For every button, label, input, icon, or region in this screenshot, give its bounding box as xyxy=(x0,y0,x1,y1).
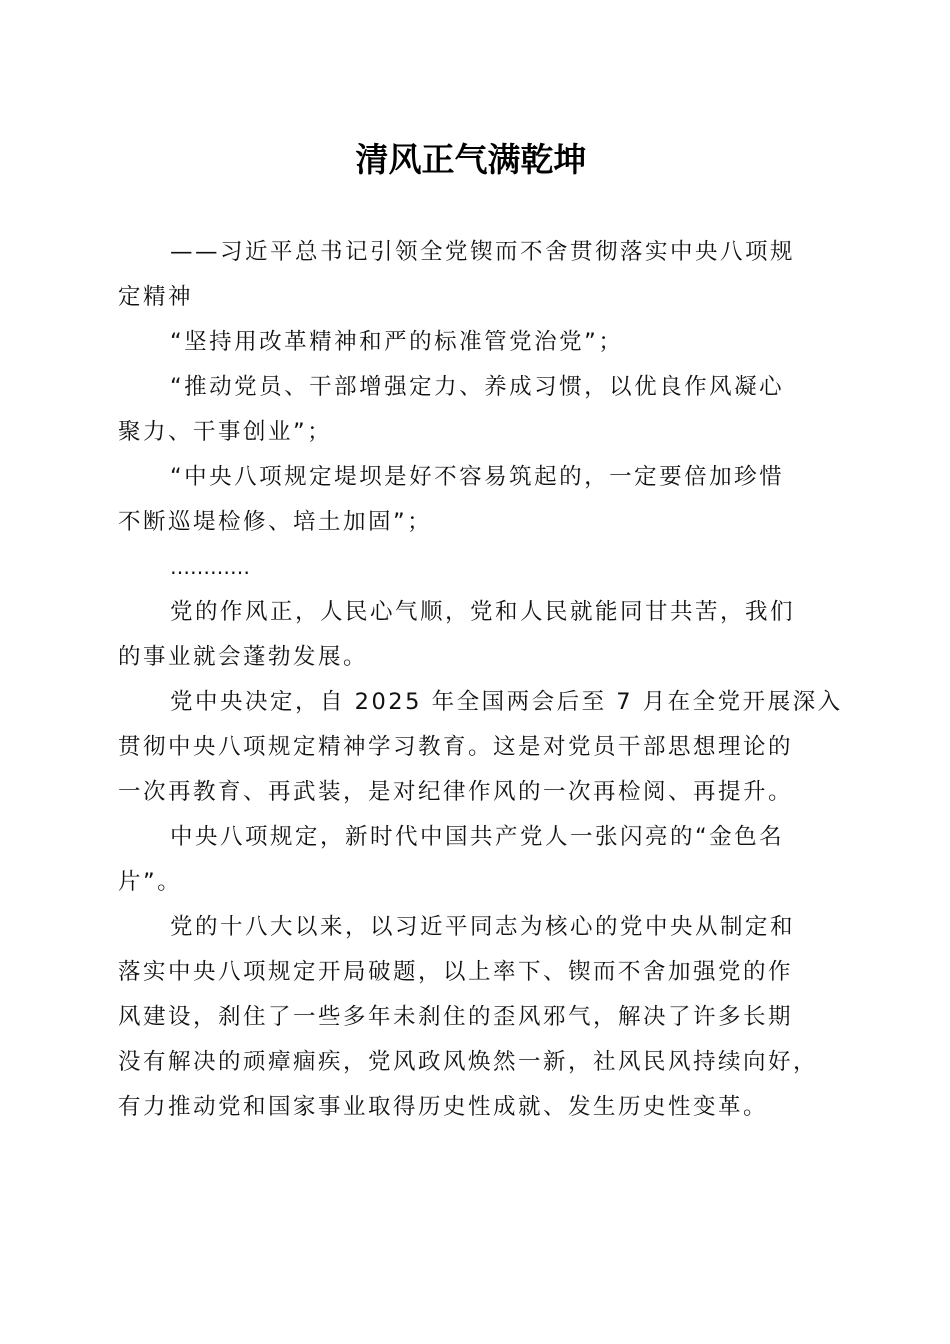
quote-line: “推动党员、干部增强定力、养成习惯，以优良作风凝心 xyxy=(170,374,785,400)
paragraph-line: 党的作风正，人民心气顺，党和人民就能同甘共苦，我们 xyxy=(170,599,796,625)
paragraph-line: 党中央决定，自 2025 年全国两会后至 7 月在全党开展深入 xyxy=(170,689,843,715)
paragraph-line: 贯彻中央八项规定精神学习教育。这是对党员干部思想理论的 xyxy=(118,734,794,760)
paragraph-line: 有力推动党和国家事业取得历史性成就、发生历史性变革。 xyxy=(118,1094,769,1120)
paragraph-line: 风建设，刹住了一些多年未刹住的歪风邪气，解决了许多长期 xyxy=(118,1004,794,1030)
quote-line: 聚力、干事创业”； xyxy=(118,419,333,445)
quote-line: “中央八项规定堤坝是好不容易筑起的，一定要倍加珍惜 xyxy=(170,464,785,490)
paragraph-line: 中央八项规定，新时代中国共产党人一张闪亮的“金色名 xyxy=(170,824,785,850)
ellipsis-line: ………… xyxy=(170,555,250,579)
paragraph-line: 落实中央八项规定开局破题，以上率下、锲而不舍加强党的作 xyxy=(118,959,794,985)
quote-line: “坚持用改革精神和严的标准管党治党”； xyxy=(170,329,624,355)
paragraph-line: 的事业就会蓬勃发展。 xyxy=(118,644,369,670)
document-body xyxy=(118,230,843,1130)
subtitle-line: ——习近平总书记引领全党锲而不舍贯彻落实中央八项规 xyxy=(170,239,796,265)
paragraph-line: 党的十八大以来，以习近平同志为核心的党中央从制定和 xyxy=(170,914,796,940)
quote-line: 不断巡堤检修、培土加固”； xyxy=(118,509,433,535)
subtitle-line: 定精神 xyxy=(118,284,194,310)
paragraph-line: 片”。 xyxy=(118,869,183,895)
paragraph-line: 一次再教育、再武装，是对纪律作风的一次再检阅、再提升。 xyxy=(118,779,794,805)
document-title: 清风正气满乾坤 xyxy=(355,140,587,179)
paragraph-line: 没有解决的顽瘴痼疾，党风政风焕然一新，社风民风持续向好， xyxy=(118,1049,819,1075)
